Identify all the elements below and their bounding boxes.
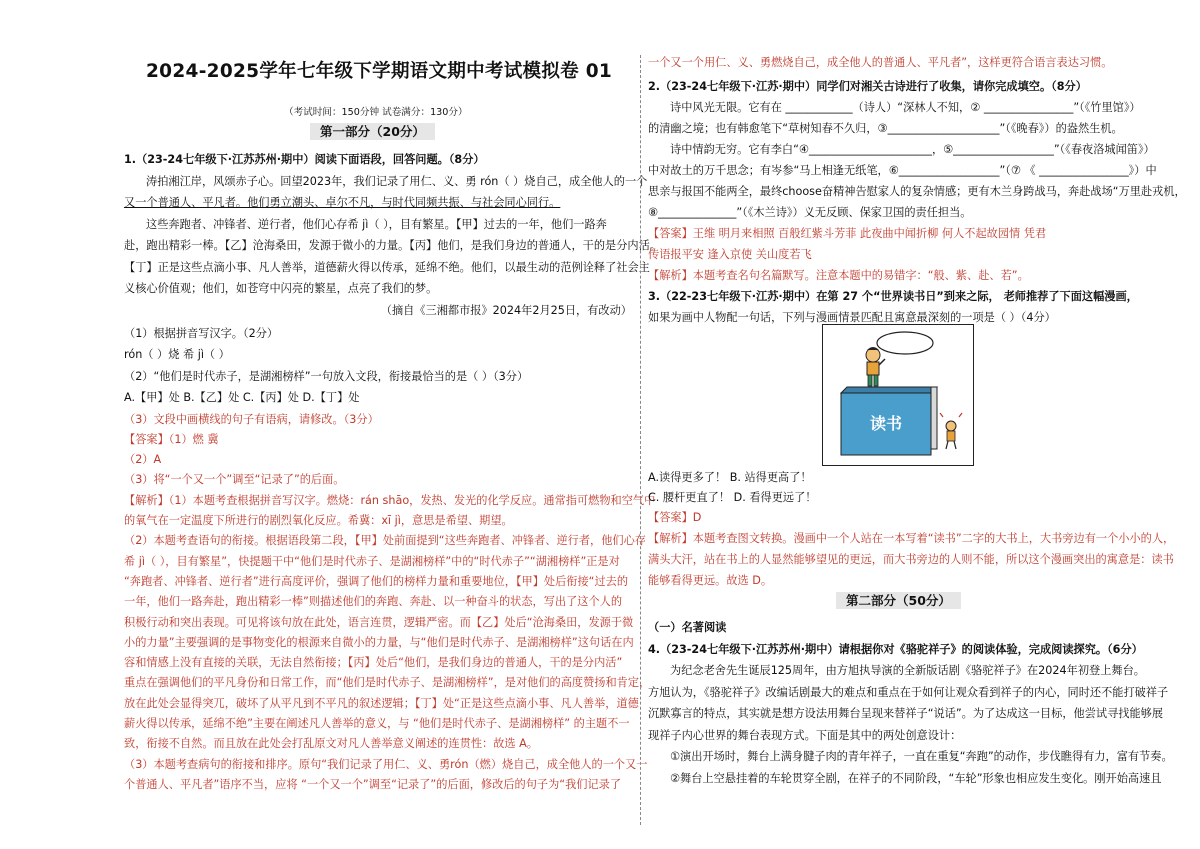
rt-line: 【解析】本题考查名句名篇默写。注意本题中的易错字：“般、紫、赴、若”。 — [648, 269, 1029, 282]
rm-line: 【答案】D — [648, 511, 702, 524]
rm-line: 【解析】本题考查图文转换。漫画中一个人站在一本写着“读书”二字的大书上，大书旁边有一个小小的人， — [648, 532, 1175, 545]
rb-line: 沉默寡言的特点，其实就是想方设法用舞台呈现来替祥子“说话”。为了达成这一目标，他尝试寻找能够展 — [648, 707, 1164, 720]
rt-line: 2.（23-24七年级下·江苏·期中）同学们对湘关古诗进行了收集，请你完成填空。（8分） — [648, 80, 1087, 93]
rb-line: 现祥子内心世界的舞台表现方式。下面是其中的两处创意设计： — [648, 728, 962, 742]
rt-line: 的清幽之境；也有韩愈笔下“草树知春不久归，③____________________”（《晚春》）的盎然生机。 — [648, 122, 1123, 135]
left-line: 【丁】正是这些点滴小事、凡人善举，道德薪火得以传承，延绵不绝。他们，以最生动的范例诠释了社会主 — [124, 260, 650, 274]
left-line: 小的力量”主要强调的是事物变化的根源来自微小的力量，与“他们是时代赤子、是湖湘榜样”这句话在内 — [124, 635, 634, 649]
rt-line: ⑧______________”（《木兰诗》）义无反顾、保家卫国的责任担当。 — [648, 206, 972, 219]
column-divider — [640, 55, 641, 825]
left-line: 薪火得以传承，延绵不绝”主要在阐述凡人善举的意义，与 “他们是时代赤子、是湖湘榜样” 的主题不一 — [124, 717, 630, 730]
thought-bubble — [877, 332, 933, 354]
left-line: 一年，他们一路奔赴，跑出精彩一棒”则描述他们的奔跑、奔赴、以一种奋斗的状态，写出了这个人的 — [124, 595, 623, 609]
left-line: 放在此处会显得突兀，破坏了从平凡到不平凡的叙述逻辑；【丁】处“正是这些点滴小事、凡人善举，道德 — [124, 696, 639, 710]
left-line: rón（ ）烧 希 jì（ ） — [124, 348, 230, 361]
left-line: 又一个普通人、平凡者。他们勇立潮头、卓尔不凡，与时代同频共振、与社会同心同行。 — [124, 196, 561, 209]
part2-heading — [836, 592, 961, 609]
left-line: 这些奔跑者、冲锋者、逆行者，他们心存希 jì（ ），目有繁星。【甲】过去的一年，他们一路奔 — [146, 217, 607, 231]
left-line: 希 jì（ ），目有繁星”，快提题干中“他们是时代赤子、是湖湘榜样”中的“时代赤子”“湖湘榜样”正是对 — [124, 554, 620, 568]
exam-info: （考试时间：150分钟 试卷满分：130分） — [284, 107, 468, 118]
left-line: 积极行动和突出表现。可见将该句放在此处，语言连贯，逻辑严密。而【乙】处后“沧海桑田，发源于微 — [124, 615, 634, 629]
rm-line: 满头大汗，站在书上的人显然能够望见的更远，而大书旁边的人则不能，所以这个漫画突出的寓意是：读书 — [648, 553, 1174, 566]
rt-line: 3.（22-23七年级下·江苏·期中）在第 27 个“世界读书日”到来之际， 老师推荐了下面这幅漫画， — [648, 290, 1138, 303]
rt-line: 诗中情韵无穷。它有李白“④______________________，⑤__________________”（《春夜洛城闻笛》） — [670, 143, 1155, 156]
left-line: （摘自《三湘都市报》2024年2月25日，有改动） — [380, 303, 632, 317]
rt-line: 思亲与报国不能两全，最终choose奋精神告慰家人的复杂情感；更有木兰身跨战马，奔赴战场“万里赴戎机， — [648, 185, 1186, 198]
left-line: 1.（23-24七年级下·江苏苏州·期中）阅读下面语段，回答问题。（8分） — [124, 153, 485, 166]
rt-line: 如果为画中人物配一句话，下列与漫画情景匹配且寓意最深刻的一项是（ ）（4分） — [648, 311, 1056, 324]
left-line: 个普通人、平凡者”语序不当，应将 “一个又一个”调至“记录了”的后面，修改后的句子为“我们记录了 — [124, 777, 622, 791]
left-line: （2）“他们是时代赤子，是湖湘榜样”一句放入文段，衔接最恰当的是（ ）（3分） — [124, 369, 529, 383]
part2-label: 第二部分（50分） — [836, 592, 961, 609]
rt-line: 一个又一个用仁、义、勇燃烧自己，成全他人的普通人、平凡者”，这样更符合语言表达习惯。 — [648, 56, 1113, 69]
small-person-head — [946, 421, 956, 431]
left-line: （3）本题考查病句的衔接和排序。原句“我们记录了用仁、义、勇rón（燃）烧自己，成全他人的一个又一 — [124, 757, 648, 771]
left-line: 致，衔接不自然。而且放在此处会打乱原文对凡人善举意义阐述的连贯性：故选 A。 — [124, 737, 538, 751]
left-line: （3）文段中画横线的句子有语病，请修改。（3分） — [124, 412, 379, 426]
standing-person-head — [866, 348, 880, 362]
left-line: 【解析】（1）本题考查根据拼音写汉字。燃烧：rán shāo，发热、发光的化学反应。通常指可燃物和空气中 — [124, 493, 656, 507]
rb-line: ①演出开场时，舞台上满身腱子肉的青年祥子，一直在重复“奔跑”的动作，步伐瞧得有力，富有节奏。 — [670, 750, 1173, 763]
left-line: 重点在强调他们的平凡身份和日常工作，而“他们是时代赤子、是湖湘榜样”，是对他们的高度赞扬和肯定， — [124, 676, 651, 690]
part1-label: 第一部分（20分） — [310, 123, 435, 140]
rb-line: 方旭认为，《骆驼祥子》改编话剧最大的难点和重点在于如何让观众看到祥子的内心，同时还不能打破祥子 — [648, 685, 1169, 699]
left-line: A.【甲】处 B.【乙】处 C.【丙】处 D.【丁】处 — [124, 391, 360, 404]
rt-line: 【答案】王维 明月来相照 百般红紫斗芳菲 此夜曲中闻折柳 何人不起故园情 凭君 — [648, 227, 1047, 240]
rm-line: 能够看得更远。故选 D。 — [648, 574, 773, 587]
comic-illustration — [823, 325, 973, 465]
rm-line: A.读得更多了！ B. 站得更高了！ — [648, 471, 812, 484]
left-line: 的氧气在一定温度下所进行的剧烈氧化反应。希冀：xī jì，意思是希望、期望。 — [124, 514, 513, 527]
left-line: 义核心价值观；他们，如苍穹中闪亮的繁星，点亮了我们的梦。 — [124, 282, 438, 295]
left-line: 赴，跑出精彩一棒。【乙】沧海桑田，发源于微小的力量。【丙】他们，是我们身边的普通人，干的是分内活。 — [124, 239, 661, 252]
rb-line: ②舞台上空悬挂着的车轮贯穿全剧，在祥子的不同阶段，“车轮”形象也相应发生变化。刚开始高速且 — [670, 771, 1162, 785]
rt-line: 中对故土的万千思念；有岑参“马上相逢无纸笔，⑥__________________”（⑦ 《 ________________》）中 — [648, 164, 1157, 177]
rb-line: 4.（23-24七年级下·江苏苏州·期中）请根据你对《骆驼祥子》的阅读体验，完成阅读探究。（6分） — [648, 642, 1143, 656]
left-line: 涛拍湘江岸，风颂赤子心。回望2023年，我们记录了用仁、义、勇 rón（ ）烧自己，成全他人的一个 — [146, 174, 648, 188]
left-line: （3）将“一个又一个”调至“记录了”的后面。 — [124, 473, 345, 487]
book-label: 读书 — [869, 414, 903, 433]
left-line: （1）根据拼音写汉字。（2分） — [124, 326, 279, 340]
rt-line: 诗中风光无限。它有在 ____________（诗人）“深林人不知，② ________________”（《竹里馆》） — [670, 101, 1141, 114]
left-line: 容和情感上没有直接的关联，无法自然衔接；【丙】处后“他们，是我们身边的普通人，干的是分内活” — [124, 656, 623, 670]
book-top — [841, 387, 937, 393]
left-line: “奔跑者、冲锋者、逆行者”进行高度评价，强调了他们的榜样力量和重要地位，【甲】处后衔接“过去的 — [124, 574, 629, 588]
left-line: （2）本题考查语句的衔接。根据语段第二段，【甲】处前面提到“这些奔跑者、冲锋者、逆行者，他们心存 — [124, 534, 646, 548]
rb-line: （一）名著阅读 — [648, 621, 727, 634]
rm-line: C. 腰杆更直了！ D. 看得更远了！ — [648, 491, 817, 504]
rt-line: 传语报平安 逢入京使 关山度若飞 — [648, 248, 812, 261]
rb-line: 为纪念老舍先生诞辰125周年，由方旭执导演的全新版话剧《骆驼祥子》在2024年初登上舞台。 — [670, 664, 1145, 677]
reading-comic — [822, 324, 974, 466]
left-line: （2）A — [124, 453, 162, 467]
part1-heading — [310, 123, 435, 140]
left-line: 【答案】（1）燃 冀 — [124, 432, 219, 446]
page-title: 2024-2025学年七年级下学期语文期中考试模拟卷 01 — [146, 61, 613, 82]
